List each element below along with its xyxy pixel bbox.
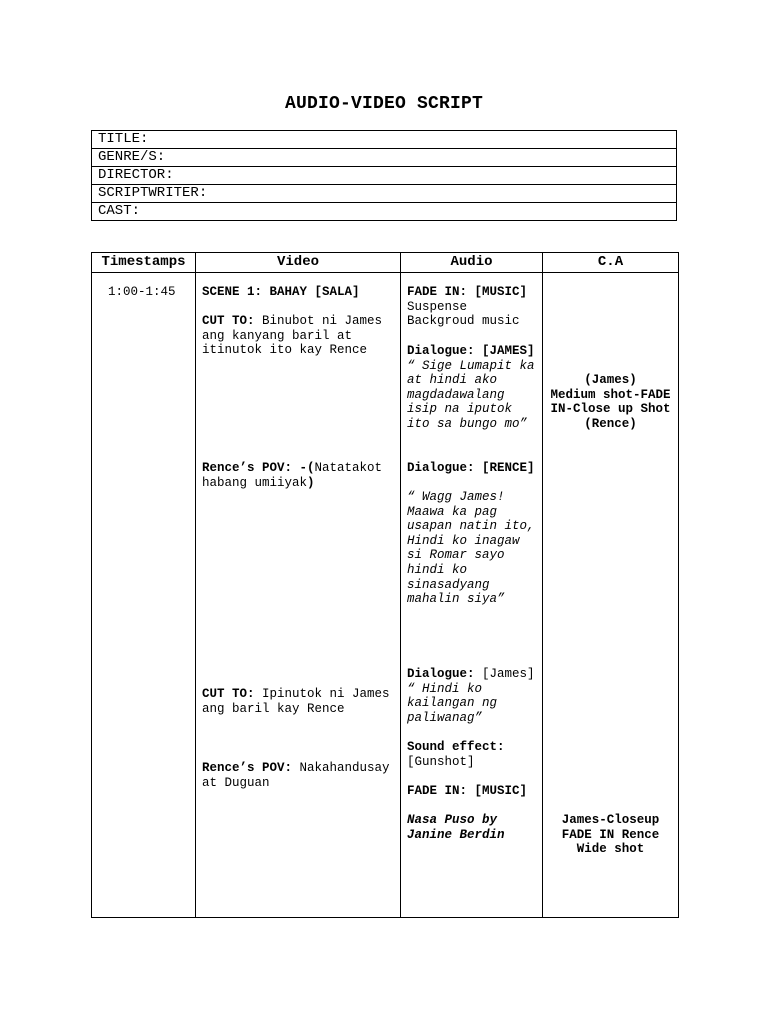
header-audio: Audio bbox=[401, 253, 543, 273]
audio-cell bbox=[401, 273, 543, 918]
video-cell bbox=[196, 273, 401, 918]
camera-angle-2: James-Closeup FADE IN Rence Wide shot bbox=[561, 813, 660, 857]
song-credit: Nasa Puso by Janine Berdin bbox=[407, 813, 505, 842]
document-title: AUDIO-VIDEO SCRIPT bbox=[284, 94, 484, 114]
dialogue-rence-label: Dialogue: [RENCE] bbox=[407, 461, 535, 475]
genre-field: GENRE/S: bbox=[92, 149, 677, 167]
dialogue-james: Dialogue: [JAMES] “ Sige Lumapit ka at hindi ako magdadawalang isip na iputok ito sa bungo mo” bbox=[407, 344, 535, 431]
header-timestamps: Timestamps bbox=[92, 253, 196, 273]
timestamp: 1:00-1:45 bbox=[108, 285, 176, 299]
dialogue-rence: “ Wagg James! Maawa ka pag usapan natin ito, Hindi ko inagaw si Romar sayo hindi ko sinasadyang mahalin siya” bbox=[407, 490, 535, 607]
rence-pov-1: Rence’s POV: -(Natatakot habang umiiyak) bbox=[202, 461, 383, 490]
rence-pov-2: Rence’s POV: Nakahandusay at Duguan bbox=[202, 761, 390, 790]
ca-cell bbox=[543, 273, 679, 918]
script-info-table bbox=[91, 130, 677, 221]
camera-angle-1: (James) Medium shot-FADE IN-Close up Shot (Rence) bbox=[550, 373, 671, 431]
timestamp-cell bbox=[92, 273, 196, 918]
audio-video-table bbox=[91, 252, 679, 918]
cast-field: CAST: bbox=[92, 203, 677, 221]
sound-effect: Sound effect: [Gunshot] bbox=[407, 740, 505, 769]
dialogue-james-2: Dialogue: [James] “ Hindi ko kailangan ng paliwanag” bbox=[407, 667, 535, 725]
header-ca: C.A bbox=[543, 253, 679, 273]
fade-in-music-1: FADE IN: [MUSIC] Suspense Backgroud music bbox=[407, 285, 528, 329]
director-field: DIRECTOR: bbox=[92, 167, 677, 185]
scriptwriter-field: SCRIPTWRITER: bbox=[92, 185, 677, 203]
scene-heading: SCENE 1: BAHAY [SALA] bbox=[202, 285, 360, 299]
fade-in-music-2: FADE IN: [MUSIC] bbox=[407, 784, 528, 798]
cut-to-1: CUT TO: Binubot ni James ang kanyang baril at itinutok ito kay Rence bbox=[202, 314, 383, 358]
title-field: TITLE: bbox=[92, 131, 677, 149]
header-video: Video bbox=[196, 253, 401, 273]
cut-to-2: CUT TO: Ipinutok ni James ang baril kay Rence bbox=[202, 687, 390, 716]
